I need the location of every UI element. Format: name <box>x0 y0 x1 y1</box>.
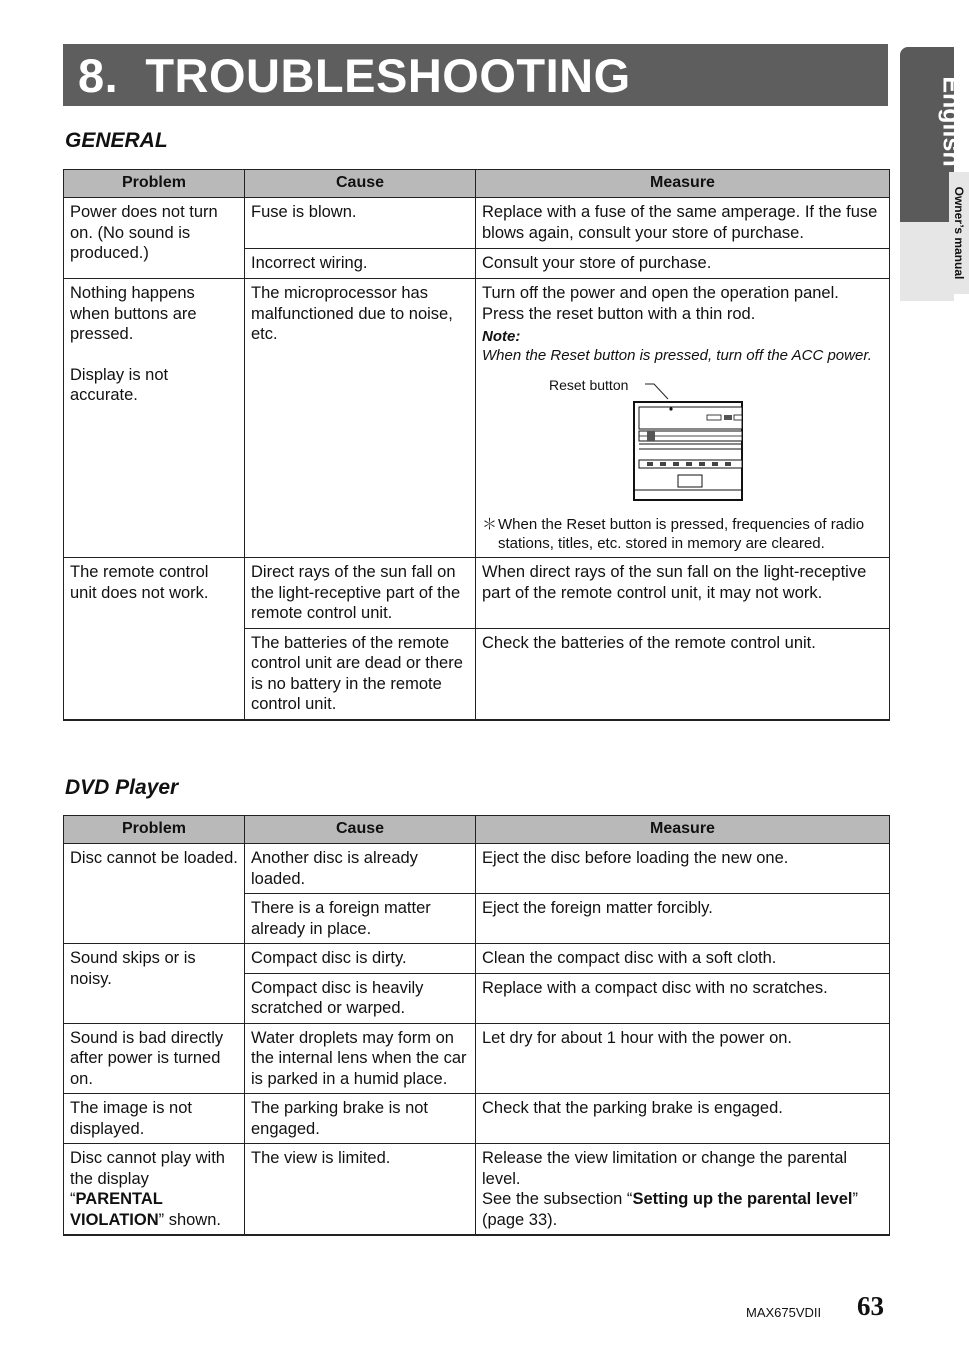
problem-cell: Sound skips or is noisy. <box>64 944 245 1024</box>
footnote-mark: ＊ <box>482 516 498 533</box>
table-header-row <box>64 170 890 198</box>
measure-cell: Let dry for about 1 hour with the power on. <box>476 1023 890 1094</box>
head-unit-illustration <box>482 365 882 515</box>
cause-cell: There is a foreign matter already in place. <box>245 894 476 944</box>
problem-cell <box>64 279 245 558</box>
table-row <box>64 279 890 558</box>
problem-cell: Disc cannot be loaded. <box>64 844 245 944</box>
cause-cell: The view is limited. <box>245 1144 476 1236</box>
column-header: Cause <box>245 816 476 844</box>
cause-cell: Another disc is already loaded. <box>245 844 476 894</box>
manual-label: Owner’s manual <box>949 172 969 294</box>
problem-cell: The remote control unit does not work. <box>64 558 245 720</box>
measure-cell: Check the batteries of the remote control unit. <box>476 628 890 720</box>
table-row <box>64 944 890 974</box>
measure-text: Release the view limitation or change the parental level. <box>482 1149 848 1188</box>
table-row <box>64 1023 890 1094</box>
cause-cell: Water droplets may form on the internal lens when the car is parked in a humid place. <box>245 1023 476 1094</box>
measure-cell: Eject the foreign matter forcibly. <box>476 894 890 944</box>
measure-text: Turn off the power and open the operation panel. Press the reset button with a thin rod. <box>482 284 839 323</box>
measure-cell: When direct rays of the sun fall on the light-receptive part of the remote control unit, it may not work. <box>476 558 890 629</box>
problem-text: Display is not accurate. <box>70 365 169 404</box>
column-header: Measure <box>476 816 890 844</box>
column-header: Measure <box>476 170 890 198</box>
cause-cell: Compact disc is heavily scratched or warped. <box>245 973 476 1023</box>
footnote <box>482 515 883 553</box>
table-row <box>64 844 890 894</box>
cross-reference: Setting up the parental level <box>632 1190 853 1208</box>
table-row <box>64 198 890 249</box>
cause-cell: Incorrect wiring. <box>245 249 476 279</box>
measure-cell <box>476 279 890 558</box>
cause-cell: The batteries of the remote control unit are dead or there is no battery in the remote control unit. <box>245 628 476 720</box>
column-header: Cause <box>245 170 476 198</box>
measure-cell <box>476 1144 890 1236</box>
table-header-row <box>64 816 890 844</box>
measure-cell: Replace with a compact disc with no scratches. <box>476 973 890 1023</box>
measure-cell: Consult your store of purchase. <box>476 249 890 279</box>
problem-cell <box>64 1144 245 1236</box>
page-title: 8. TROUBLESHOOTING <box>78 49 631 102</box>
language-tab <box>900 47 966 301</box>
footnote-text: When the Reset button is pressed, frequencies of radio stations, titles, etc. stored in memory are cleared. <box>498 516 865 552</box>
measure-cell: Check that the parking brake is engaged. <box>476 1094 890 1144</box>
dvd-heading: DVD Player <box>65 776 179 799</box>
problem-text: ” shown. <box>158 1210 221 1229</box>
column-header: Problem <box>64 170 245 198</box>
cause-cell: The parking brake is not engaged. <box>245 1094 476 1144</box>
problem-text: Nothing happens when buttons are pressed. <box>70 284 197 343</box>
measure-text: See the subsection “ <box>482 1190 633 1208</box>
reset-button-figure <box>482 365 883 515</box>
model-number: MAX675VDII <box>746 1305 822 1320</box>
column-header: Problem <box>64 816 245 844</box>
table-row <box>64 1094 890 1144</box>
dvd-table <box>63 815 890 1236</box>
problem-cell: The image is not displayed. <box>64 1094 245 1144</box>
title-bar <box>63 44 888 106</box>
table-row <box>64 1144 890 1236</box>
measure-cell: Clean the compact disc with a soft cloth. <box>476 944 890 974</box>
manual-tab-box <box>900 222 954 301</box>
cause-cell: Fuse is blown. <box>245 198 476 249</box>
problem-cell: Power does not turn on. (No sound is produced.) <box>64 198 245 279</box>
measure-cell: Replace with a fuse of the same amperage. If the fuse blows again, consult your store of purchase. <box>476 198 890 249</box>
display-message: PARENTAL VIOLATION <box>70 1190 163 1229</box>
page-number: 63 <box>857 1291 884 1321</box>
cause-cell: Compact disc is dirty. <box>245 944 476 974</box>
figure-label: Reset button <box>549 377 629 393</box>
language-label: English <box>937 76 966 167</box>
measure-text: ” (page 33). <box>482 1190 858 1229</box>
problem-cell: Sound is bad directly after power is turned on. <box>64 1023 245 1094</box>
general-heading: GENERAL <box>65 129 168 152</box>
problem-text: Disc cannot play with the display “ <box>70 1149 225 1208</box>
note-text: When the Reset button is pressed, turn off the ACC power. <box>482 347 872 364</box>
cause-cell: The microprocessor has malfunctioned due to noise, etc. <box>245 279 476 558</box>
cause-cell: Direct rays of the sun fall on the light-receptive part of the remote control unit. <box>245 558 476 629</box>
table-row <box>64 558 890 629</box>
note-heading: Note: <box>482 328 521 345</box>
general-table <box>63 169 890 721</box>
measure-cell: Eject the disc before loading the new one. <box>476 844 890 894</box>
